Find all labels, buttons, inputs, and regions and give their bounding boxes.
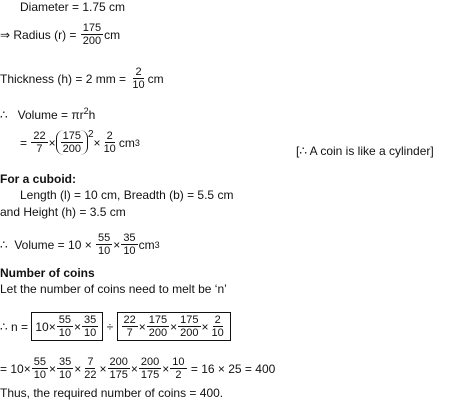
cuboid-bracket: 10 × $\frac{55}{10}$ × $\frac{35}{10}$ — [31, 312, 103, 341]
coin-bracket: $\frac{22}{7}$ × $\frac{175}{200}$ × $\frac{175}{200}$ × $\frac{2}{10}$ — [117, 312, 231, 341]
diameter-text: Diameter = 1.75 cm — [20, 0, 126, 14]
thickness-prefix: Thickness (h) = 2 mm = — [0, 71, 127, 86]
thickness-unit: cm — [147, 71, 164, 86]
n-equation: ∴ n = 10 × $\frac{55}{10}$ × $\frac{35}{10}$ ÷ $\frac{22}{7}$ × $\frac{175}{200}$ × $\frac{175}{200}$ × $\frac{2}{10}$ — [0, 312, 231, 341]
thickness-fraction: $\frac{2}{10}$ — [132, 66, 145, 91]
thickness-line — [0, 66, 164, 91]
diameter-line — [20, 0, 125, 14]
coin-volume-formula: ∴ Volume = $\pi r^2h$ — [0, 106, 96, 122]
simplification-line: = 10 × $\frac{55}{10}$ × $\frac{35}{10}$ × $\frac{7}{22}$ × $\frac{200}{175}$ × $\frac{200}{175}$ × $\frac{10}{2}$ = 16 × 25 = 400 — [0, 356, 276, 381]
parenthesis-group: $\frac{175}{200}$ — [56, 130, 88, 155]
coins-heading: Number of coins — [0, 266, 95, 280]
radius-prefix: ⇒ Radius (r) = — [0, 27, 77, 42]
conclusion-line: Thus, the required number of coins = 400. — [0, 386, 224, 400]
coins-statement: Let the number of coins need to melt be ‘n’ — [0, 282, 227, 296]
radius-fraction: $\frac{175}{200}$ — [82, 22, 102, 47]
cuboid-dimensions-line2: and Height (h) = 3.5 cm — [0, 205, 126, 219]
cuboid-volume-line: ∴ Volume = 10 × $\frac{55}{10}$ × $\frac{35}{10}$ cm 3 — [0, 232, 160, 257]
cylinder-note: [∴ A coin is like a cylinder] — [296, 144, 434, 158]
radius-line — [0, 22, 120, 47]
cuboid-heading: For a cuboid: — [0, 172, 76, 186]
therefore-symbol: ∴ — [0, 108, 8, 122]
coin-volume-expression: = $\frac{22}{7}$ × $\frac{175}{200}$ 2 × $\frac{2}{10}$ cm 3 — [20, 128, 140, 155]
radius-unit: cm — [104, 27, 121, 42]
cuboid-dimensions-line1: Length (l) = 10 cm, Breadth (b) = 5.5 cm — [20, 188, 234, 202]
